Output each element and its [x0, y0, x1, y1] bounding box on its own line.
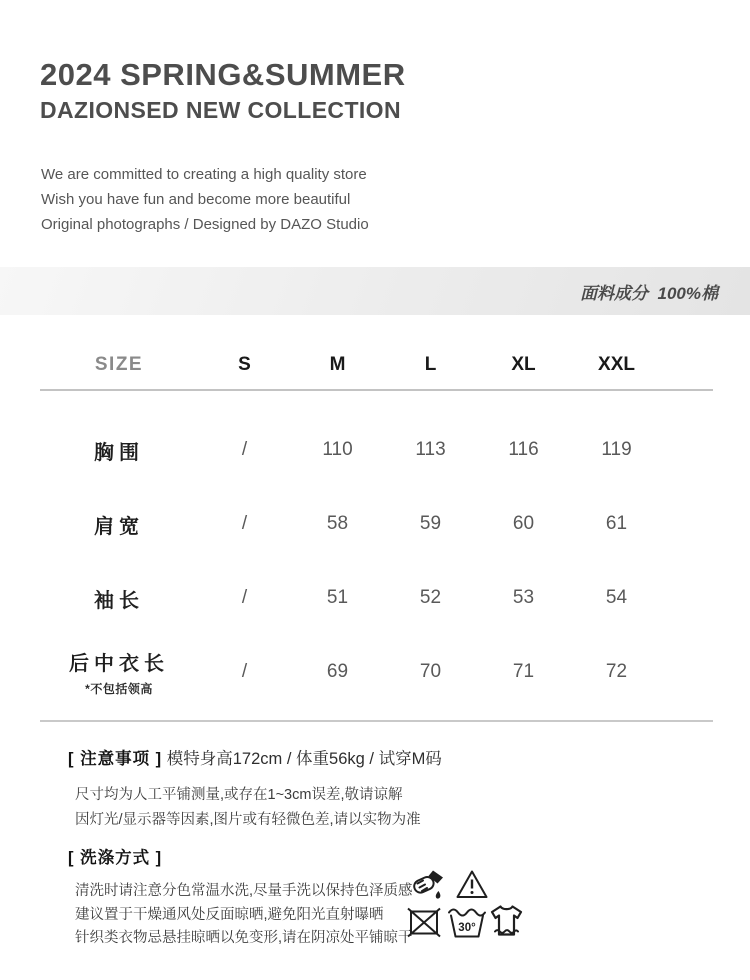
size-value: 110 — [322, 439, 353, 460]
size-value: 53 — [512, 587, 535, 608]
size-header-cell: L — [424, 353, 437, 375]
notice-body — [75, 783, 442, 833]
notice-heading — [68, 746, 442, 772]
fabric-composition-text: 面料成分 100%棉 — [580, 283, 718, 303]
collection-header — [40, 58, 406, 124]
size-value: / — [241, 587, 248, 608]
size-value: 116 — [508, 439, 539, 460]
size-value: 71 — [512, 661, 535, 682]
model-info: 模特身高172cm / 体重56kg / 试穿M码 — [162, 750, 442, 768]
tagline-line: Original photographs / Designed by DAZO Studio — [41, 216, 369, 233]
notice-line: 因灯光/显示器等因素,图片或有轻微色差,请以实物为准 — [75, 812, 421, 828]
size-value: / — [241, 661, 248, 682]
store-tagline — [41, 162, 369, 237]
washing-heading — [68, 845, 413, 871]
size-row-back-length — [40, 635, 713, 709]
size-value: 70 — [419, 661, 442, 682]
wash-30-degrees-icon — [447, 903, 487, 940]
washing-section — [68, 845, 413, 951]
size-value: 69 — [326, 661, 349, 682]
size-value: 54 — [605, 587, 628, 608]
size-header-cell: XL — [511, 353, 536, 375]
size-value: 52 — [419, 587, 442, 608]
size-header-cell: M — [329, 353, 346, 375]
size-header-cell: S — [238, 353, 251, 375]
washing-line: 建议置于干燥通风处反面晾晒,避免阳光直射曝晒 — [75, 906, 384, 923]
hand-wash-icon — [409, 869, 446, 902]
size-value: 113 — [415, 439, 446, 460]
size-value: 72 — [605, 661, 628, 682]
wash-temperature-label: 30° — [458, 922, 476, 934]
collection-subtitle: DAZIONSED NEW COLLECTION — [40, 96, 401, 123]
size-header-cell: SIZE — [94, 353, 144, 375]
washing-label: [ 洗涤方式 ] — [68, 849, 163, 867]
size-row-label — [40, 647, 198, 697]
notice-section — [68, 746, 442, 833]
collection-title: 2024 SPRING&SUMMER — [40, 57, 406, 92]
do-not-tumble-dry-icon — [406, 905, 442, 940]
dry-flat-garment-icon — [489, 903, 524, 940]
fabric-banner — [0, 267, 750, 315]
size-value: / — [241, 513, 248, 534]
size-row-label: 肩宽 — [94, 515, 144, 538]
size-row-label-text: 后中衣长 — [69, 653, 169, 675]
size-row-sleeve — [40, 561, 713, 635]
size-row-shoulder — [40, 487, 713, 561]
size-row-label: 袖长 — [94, 589, 144, 612]
washing-body — [75, 880, 413, 951]
size-value: 58 — [326, 513, 349, 534]
size-value: 61 — [605, 513, 628, 534]
size-value: 51 — [326, 587, 349, 608]
size-header-cell: XXL — [598, 353, 635, 375]
washing-line: 清洗时请注意分色常温水洗,尽量手洗以保持色泽质感 — [75, 883, 413, 899]
size-table-header — [40, 340, 713, 391]
warning-icon — [455, 869, 489, 900]
tagline-line: Wish you have fun and become more beautiful — [41, 191, 351, 208]
size-table-body — [40, 391, 713, 722]
size-row-chest — [40, 413, 713, 487]
size-value: 60 — [512, 513, 535, 534]
size-value: / — [241, 439, 248, 460]
notice-line: 尺寸均为人工平铺测量,或存在1~3cm误差,敬请谅解 — [75, 787, 403, 803]
size-value: 59 — [419, 513, 442, 534]
size-row-label: 胸围 — [94, 441, 144, 464]
size-row-footnote: *不包括领高 — [85, 682, 153, 696]
size-table — [40, 340, 713, 722]
notice-label: [ 注意事项 ] — [68, 750, 163, 768]
washing-line: 针织类衣物忌悬挂晾晒以免变形,请在阴凉处平铺晾干 — [75, 930, 413, 946]
tagline-line: We are committed to creating a high quality store — [41, 166, 367, 183]
size-value: 119 — [601, 439, 632, 460]
